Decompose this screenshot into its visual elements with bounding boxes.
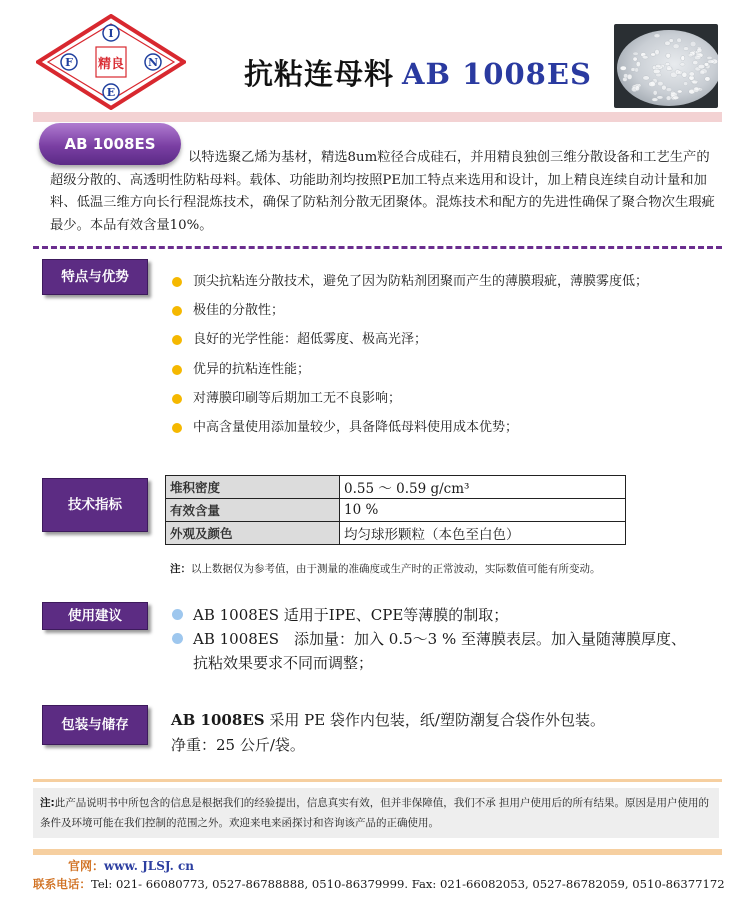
page-title bbox=[244, 52, 592, 93]
pellet bbox=[693, 87, 699, 93]
table-row bbox=[166, 499, 626, 522]
feature-text: 优异的抗粘连性能； bbox=[193, 361, 311, 377]
pellet bbox=[673, 96, 679, 100]
pellet bbox=[704, 63, 709, 67]
website-label: 官网： bbox=[67, 859, 104, 873]
pellet bbox=[656, 73, 662, 77]
disclaimer-text: 此产品说明书中所包含的信息是根据我们的经验提出，信息真实有效，但并非保障值，我们不承 担用户使用后的所有结果。原因是用户使用的条件及环境可能在我们控制的范围之外。欢迎来电来函探讨和咨询该产品的正确使用。 bbox=[40, 797, 710, 829]
table-row bbox=[166, 522, 626, 545]
usage-text: AB 1008ES 添加量：加入 0.5～3 % 至薄膜表层。加入量随薄膜厚度、抗粘效果要求不同而调整； bbox=[193, 630, 686, 672]
pellet bbox=[690, 41, 696, 46]
footer-divider-top bbox=[33, 779, 722, 782]
packing-text bbox=[171, 708, 605, 758]
list-item bbox=[172, 603, 692, 627]
pellet bbox=[697, 48, 702, 53]
list-item bbox=[172, 389, 732, 418]
pellet bbox=[681, 56, 685, 61]
pellet bbox=[635, 68, 639, 73]
feature-text: 中高含量使用添加量较少，具备降低母料使用成本优势； bbox=[193, 419, 519, 435]
pellet bbox=[656, 64, 661, 68]
specs-tag bbox=[42, 478, 148, 532]
list-item bbox=[172, 627, 692, 675]
bullet-icon bbox=[172, 394, 182, 404]
pellet bbox=[698, 64, 705, 69]
spec-value: 0.55 ～ 0.59 g/cm³ bbox=[340, 476, 626, 499]
usage-list bbox=[172, 603, 692, 675]
website-link[interactable]: www. JLSJ. cn bbox=[103, 859, 195, 873]
pellet bbox=[692, 80, 698, 83]
spec-note-label: 注： bbox=[170, 563, 191, 575]
pellet bbox=[677, 38, 682, 43]
usage-tag bbox=[42, 602, 148, 630]
spec-value: 10 % bbox=[340, 499, 626, 522]
list-item bbox=[172, 330, 732, 359]
pellet bbox=[649, 82, 656, 87]
pellet bbox=[665, 41, 671, 46]
pellet bbox=[652, 98, 658, 102]
pellet bbox=[658, 81, 664, 86]
pellet bbox=[654, 34, 660, 38]
pellet bbox=[653, 90, 657, 95]
pellet bbox=[643, 76, 650, 80]
website bbox=[36, 857, 226, 874]
section-divider bbox=[33, 246, 722, 249]
features-tag bbox=[42, 259, 148, 295]
pellet bbox=[680, 63, 685, 66]
spec-key: 外观及颜色 bbox=[166, 522, 340, 545]
specs-tag-label: 技术指标 bbox=[68, 497, 122, 513]
contact-numbers: Tel: 021- 66080773, 0527-86788888, 0510-86379999. Fax: 021-66082053, 0527-86782059, 0510-86377172 bbox=[90, 877, 725, 891]
spec-value: 均匀球形颗粒（本色至白色） bbox=[340, 522, 626, 545]
pellet bbox=[665, 63, 670, 66]
logo-letter-bottom: E bbox=[106, 86, 116, 99]
bullet-icon bbox=[172, 277, 182, 287]
packing-line-2: 净重：25 公斤/袋。 bbox=[171, 736, 305, 754]
packing-desc: 采用 PE 袋作内包装，纸/塑防潮复合袋作外包装。 bbox=[264, 711, 605, 729]
bullet-icon bbox=[172, 335, 182, 345]
pellet bbox=[620, 66, 626, 70]
disclaimer-label: 注: bbox=[40, 797, 55, 809]
title-chinese: 抗粘连母料 bbox=[244, 57, 395, 91]
bullet-icon bbox=[172, 633, 183, 644]
bullet-icon bbox=[172, 609, 183, 620]
list-item bbox=[172, 272, 732, 301]
product-badge: AB 1008ES bbox=[39, 123, 181, 165]
logo-center-text: 精良 bbox=[97, 57, 125, 72]
disclaimer bbox=[40, 793, 716, 833]
pellet bbox=[666, 88, 672, 92]
pellet bbox=[635, 86, 640, 91]
pellet bbox=[694, 56, 701, 60]
pellet bbox=[624, 74, 628, 78]
spec-table bbox=[165, 475, 626, 545]
features-tag-label: 特点与优势 bbox=[61, 269, 129, 285]
bullet-icon bbox=[172, 423, 182, 433]
logo-letter-top: I bbox=[108, 27, 114, 40]
feature-text: 顶尖抗粘连分散技术，避免了因为防粘剂团聚而产生的薄膜瑕疵，薄膜雾度低； bbox=[193, 274, 649, 289]
pellet bbox=[666, 66, 671, 71]
feature-text: 极佳的分散性； bbox=[193, 303, 285, 319]
title-product-code: AB 1008ES bbox=[402, 57, 592, 91]
features-list bbox=[172, 272, 732, 447]
pellet bbox=[642, 56, 648, 59]
pellet bbox=[678, 70, 683, 74]
list-item bbox=[172, 360, 732, 389]
pellet bbox=[666, 96, 671, 101]
table-row bbox=[166, 476, 626, 499]
feature-text: 良好的光学性能：超低雾度、极高光泽； bbox=[193, 332, 428, 348]
bullet-icon bbox=[172, 306, 182, 316]
feature-text: 对薄膜印刷等后期加工无不良影响； bbox=[193, 390, 402, 406]
list-item bbox=[172, 418, 732, 447]
company-logo bbox=[36, 14, 186, 110]
intro-text: 以特选聚乙烯为基材，精选8um粒径合成硅石，并用精良独创三维分散设备和工艺生产的超级分散的、高透明性防粘母料。载体、功能助剂均按照PE加工特点来选用和设计，加上精良连续自动计量和加料、低温三维方向长行程混炼技术，确保了防粘剂分散无团聚体。混炼技术和配方的先进性确保了聚合物次生瑕疵最少。本品有效含量10%。 bbox=[50, 150, 715, 233]
bullet-icon bbox=[172, 365, 182, 375]
pellet bbox=[707, 56, 712, 59]
pellet bbox=[677, 90, 682, 93]
header-divider bbox=[33, 112, 722, 122]
pellet bbox=[666, 53, 671, 58]
spec-key: 堆积密度 bbox=[166, 476, 340, 499]
pellet bbox=[673, 44, 679, 49]
footer-divider-bottom bbox=[33, 849, 722, 855]
spec-key: 有效含量 bbox=[166, 499, 340, 522]
pellet bbox=[682, 72, 687, 77]
pellet bbox=[693, 60, 698, 64]
pellet bbox=[633, 57, 637, 61]
pellet bbox=[636, 61, 640, 66]
packing-product: AB 1008ES bbox=[171, 711, 265, 729]
list-item bbox=[172, 301, 732, 330]
pellet bbox=[683, 82, 687, 86]
packing-tag-label: 包装与储存 bbox=[61, 717, 129, 733]
pellet bbox=[662, 85, 667, 90]
spec-note-text: 以上数据仅为参考值，由于测量的准确度或生产时的正常波动，实际数值可能有所变动。 bbox=[191, 563, 601, 575]
packing-line-1 bbox=[171, 708, 605, 733]
pellet bbox=[705, 77, 710, 82]
spec-note bbox=[170, 561, 601, 576]
packing-tag bbox=[42, 705, 148, 745]
pellet bbox=[683, 47, 688, 51]
pellet bbox=[700, 70, 705, 75]
usage-tag-label: 使用建议 bbox=[68, 608, 122, 624]
pellet bbox=[651, 53, 656, 56]
pellet bbox=[633, 52, 639, 55]
pellet bbox=[689, 72, 695, 76]
logo-letter-left: F bbox=[65, 56, 73, 69]
usage-text: AB 1008ES 适用于IPE、CPE等薄膜的制取； bbox=[193, 606, 509, 624]
product-pellets-photo bbox=[614, 24, 718, 108]
contact-label: 联系电话： bbox=[33, 877, 91, 891]
pellet bbox=[688, 53, 693, 57]
contact-info bbox=[33, 876, 725, 892]
logo-letter-right: N bbox=[147, 56, 159, 69]
